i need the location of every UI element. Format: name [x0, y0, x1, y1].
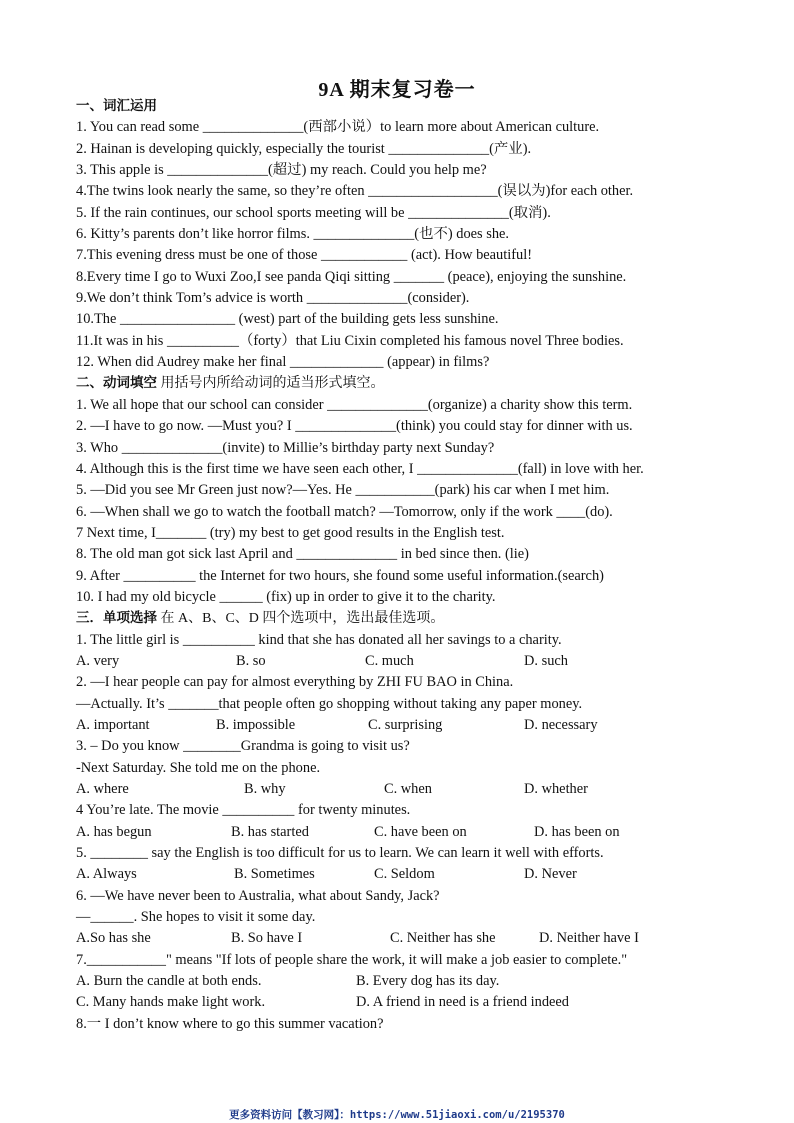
section-3-heading: 三．单项选择 在 A、B、C、D 四个选项中，选出最佳选项。 — [76, 610, 445, 627]
question-line: 4. Although this is the first time we have seen each other, I ______________(fall) in love with her. — [76, 460, 644, 477]
worksheet-body — [76, 96, 776, 1035]
options-row — [76, 651, 776, 672]
option: C. Many hands make light work. — [76, 994, 266, 1011]
option: D. Neither have I — [539, 930, 639, 947]
question-line: 3. – Do you know ________Grandma is going to visit us? — [76, 738, 410, 755]
question-line: 8. The old man got sick last April and ______________ in bed since then. (lie) — [76, 546, 529, 563]
option: C. much — [365, 652, 414, 669]
option: D. such — [524, 652, 568, 669]
options-row — [76, 992, 776, 1013]
options-row — [76, 822, 776, 843]
option: A. very — [76, 652, 120, 669]
option: B. Sometimes — [234, 866, 315, 883]
question-line: 2. —I have to go now. —Must you? I ______________(think) you could stay for dinner with us. — [76, 418, 633, 435]
options-row — [76, 928, 776, 949]
option: C. surprising — [368, 716, 443, 733]
question-line: 7.___________" means "If lots of people share the work, it will make a job easier to complete." — [76, 951, 628, 968]
question-line: 5. —Did you see Mr Green just now?—Yes. He ___________(park) his car when I met him. — [76, 482, 610, 499]
question-line: 6. Kitty’s parents don’t like horror films. ______________(也不) does she. — [76, 226, 510, 243]
question-line: 2. —I hear people can pay for almost everything by ZHI FU BAO in China. — [76, 674, 514, 691]
options-row — [76, 715, 776, 736]
option: C. have been on — [374, 823, 467, 840]
question-line: 10. I had my old bicycle ______ (fix) up in order to give it to the charity. — [76, 588, 496, 605]
question-line: 3. Who ______________(invite) to Millie’s birthday party next Sunday? — [76, 439, 495, 456]
option: C. when — [384, 781, 432, 797]
question-line: —Actually. It’s _______that people often go shopping without taking any paper money. — [76, 695, 583, 712]
question-line: 8.一 I don’t know where to go this summer vacation? — [76, 1015, 384, 1032]
question-line: 3. This apple is ______________(超过) my reach. Could you help me? — [76, 162, 487, 179]
option: A. has begun — [76, 823, 152, 840]
option: B. so — [236, 652, 266, 669]
option: C. Seldom — [374, 866, 435, 883]
options-row — [76, 971, 776, 992]
option: C. Neither has she — [390, 930, 496, 947]
option: D. A friend in need is a friend indeed — [356, 994, 569, 1011]
option: D. necessary — [524, 716, 598, 733]
question-line: 9. After __________ the Internet for two hours, she found some useful information.(search) — [76, 567, 604, 584]
question-line: 4.The twins look nearly the same, so they’re often __________________(误以为)for each other. — [76, 183, 634, 200]
section-2-instruction: 用括号内所给动词的适当形式填空。 — [157, 376, 385, 392]
question-line: 7.This evening dress must be one of those ____________ (act). How beautiful! — [76, 247, 533, 264]
question-line: 8.Every time I go to Wuxi Zoo,I see panda Qiqi sitting _______ (peace), enjoying the sunshine. — [76, 268, 627, 285]
question-line: 5. If the rain continues, our school sports meeting will be ______________(取消). — [76, 204, 551, 221]
question-line: 1. The little girl is __________ kind that she has donated all her savings to a charity. — [76, 631, 562, 648]
option: B. why — [244, 781, 286, 797]
question-line: 1. We all hope that our school can consider ______________(organize) a charity show this term. — [76, 396, 633, 413]
option: B. Every dog has its day. — [356, 973, 500, 990]
option: B. So have I — [231, 930, 303, 947]
question-line: —______. She hopes to visit it some day. — [76, 909, 316, 926]
question-line: 6. —When shall we go to watch the football match? —Tomorrow, only if the work ____(do). — [76, 503, 613, 520]
question-line: 9.We don’t think Tom’s advice is worth ______________(consider). — [76, 290, 470, 307]
section-2-heading: 二、动词填空 用括号内所给动词的适当形式填空。 — [76, 375, 385, 392]
question-line: 7 Next time, I_______ (try) my best to get good results in the English test. — [76, 524, 505, 541]
question-line: 10.The ________________ (west) part of the building gets less sunshine. — [76, 311, 499, 328]
option: A. important — [76, 716, 150, 733]
question-line: -Next Saturday. She told me on the phone. — [76, 759, 321, 776]
question-line: 12. When did Audrey make her final _____________ (appear) in films? — [76, 354, 490, 371]
section-1-heading: 一、词汇运用 — [76, 98, 157, 114]
option: A. Burn the candle at both ends. — [76, 973, 262, 990]
option: D. Never — [524, 866, 577, 883]
options-row — [76, 779, 776, 800]
page-title: 9A 期末复习卷一 — [318, 79, 476, 101]
question-line: 1. You can read some ______________(西部小说）to learn more about American culture. — [76, 119, 600, 136]
options-row — [76, 864, 776, 885]
option: D. has been on — [534, 823, 620, 840]
question-line: 6. —We have never been to Australia, what about Sandy, Jack? — [76, 887, 440, 904]
option: A. Always — [76, 866, 137, 883]
question-line: 11.It was in his __________（forty）that Liu Cixin completed his famous novel Three bodies. — [76, 332, 624, 349]
option: A. where — [76, 781, 129, 797]
option: B. impossible — [216, 716, 296, 733]
question-line: 5. ________ say the English is too difficult for us to learn. We can learn it well with efforts. — [76, 845, 604, 862]
option: A.So has she — [76, 930, 151, 947]
option: B. has started — [231, 823, 309, 840]
footer-link[interactable]: 更多资料访问【教习网】：https://www.51jiaoxi.com/u/2195370 — [229, 1109, 565, 1121]
question-line: 2. Hainan is developing quickly, especially the tourist ______________(产业). — [76, 140, 532, 157]
question-line: 4 You’re late. The movie __________ for twenty minutes. — [76, 802, 411, 819]
option: D. whether — [524, 781, 588, 797]
section-3-instruction: 在 A、B、C、D 四个选项中，选出最佳选项。 — [157, 611, 445, 627]
